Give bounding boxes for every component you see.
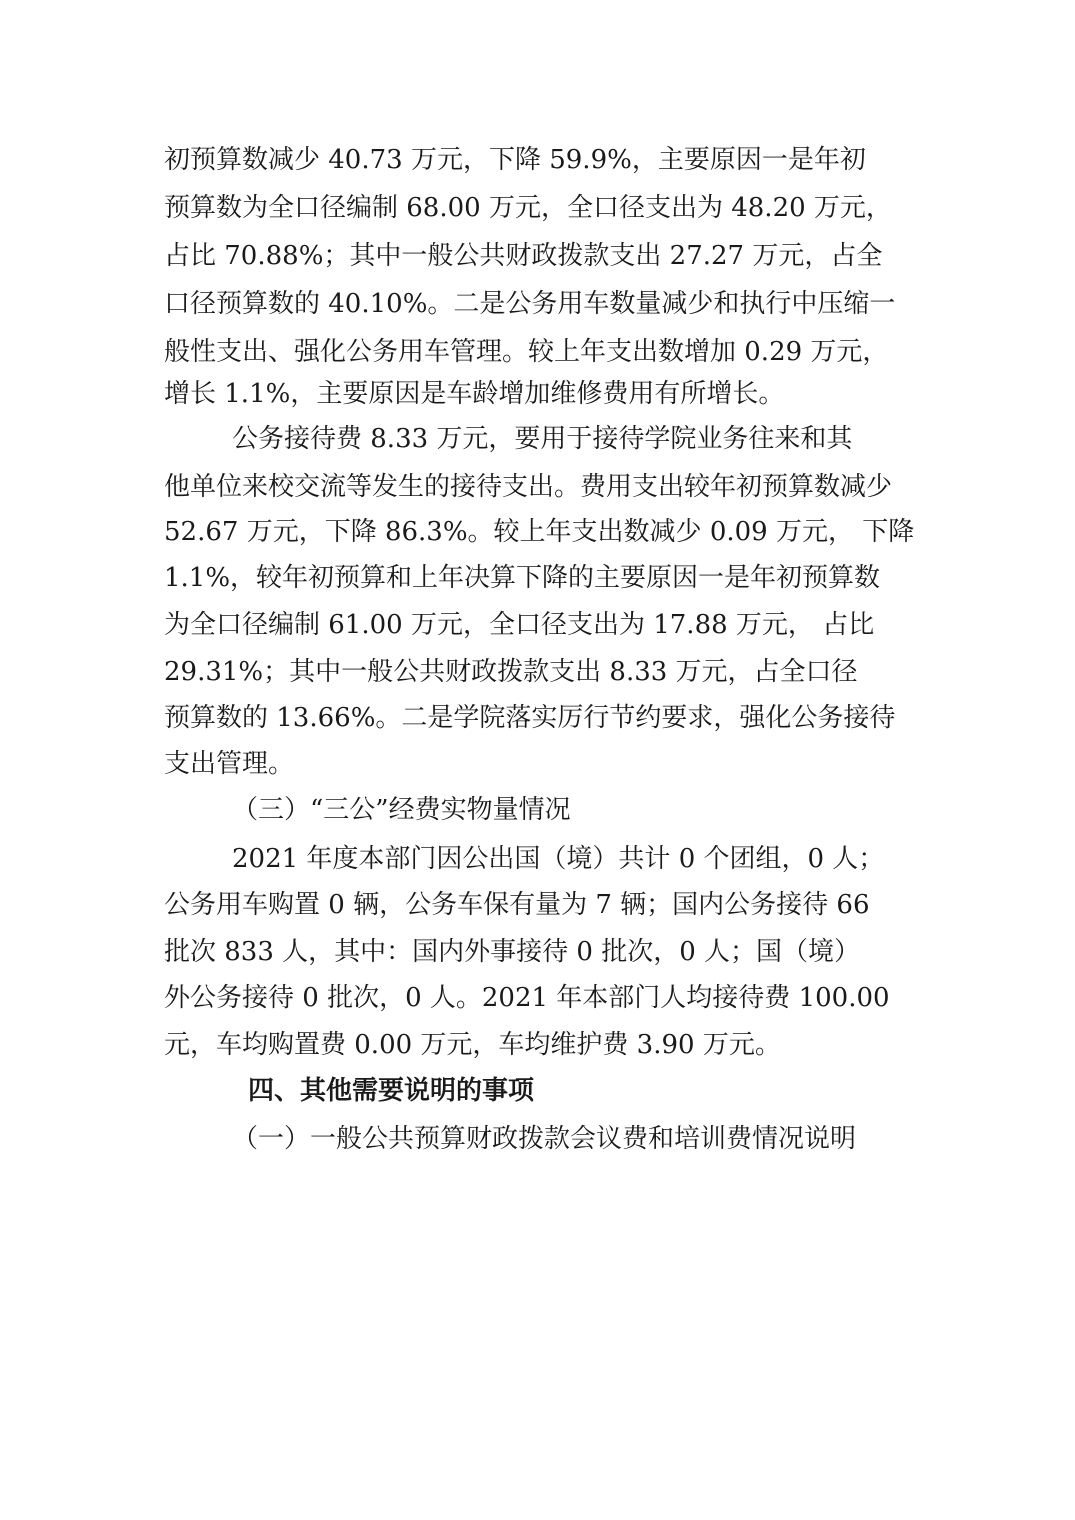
paragraph-line: 预算数为全口径编制 68.00 万元，全口径支出为 48.20 万元， (164, 193, 892, 223)
paragraph-line: 外公务接待 0 批次，0 人。2021 年本部门人均接待费 100.00 (164, 983, 890, 1013)
paragraph-line: 公务接待费 8.33 万元，要用于接待学院业务往来和其 (232, 424, 853, 454)
chapter-heading: 四、其他需要说明的事项 (248, 1076, 535, 1106)
paragraph-line: 预算数的 13.66%。二是学院落实厉行节约要求，强化公务接待 (164, 703, 896, 733)
section-heading: （一）一般公共预算财政拨款会议费和培训费情况说明 (232, 1124, 857, 1154)
paragraph-line: 增长 1.1%，主要原因是车龄增加维修费用有所增长。 (164, 379, 785, 409)
paragraph-line: 52.67 万元，下降 86.3%。较上年支出数减少 0.09 万元， 下降 (164, 517, 915, 547)
paragraph-line: 支出管理。 (164, 749, 295, 779)
paragraph-line: 初预算数减少 40.73 万元，下降 59.9%，主要原因一是年初 (164, 145, 866, 175)
paragraph-line: 批次 833 人，其中：国内外事接待 0 批次，0 人；国（境） (164, 937, 861, 967)
paragraph-line: 他单位来校交流等发生的接待支出。费用支出较年初预算数减少 (164, 472, 893, 502)
paragraph-line: 1.1%，较年初预算和上年决算下降的主要原因一是年初预算数 (164, 563, 881, 593)
paragraph-line: 元，车均购置费 0.00 万元，车均维护费 3.90 万元。 (164, 1030, 781, 1060)
paragraph-line: 口径预算数的 40.10%。二是公务用车数量减少和执行中压缩一 (164, 289, 896, 319)
paragraph-line: 占比 70.88%；其中一般公共财政拨款支出 27.27 万元，占全 (164, 241, 883, 271)
paragraph-line: 般性支出、强化公务用车管理。较上年支出数增加 0.29 万元， (164, 337, 889, 367)
section-heading: （三）“三公”经费实物量情况 (232, 795, 571, 825)
paragraph-line: 为全口径编制 61.00 万元，全口径支出为 17.88 万元， 占比 (164, 610, 875, 640)
paragraph-line: 公务用车购置 0 辆，公务车保有量为 7 辆；国内公务接待 66 (164, 890, 870, 920)
paragraph-line: 29.31%；其中一般公共财政拨款支出 8.33 万元，占全口径 (164, 657, 858, 687)
paragraph-line: 2021 年度本部门因公出国（境）共计 0 个团组，0 人； (232, 844, 885, 874)
